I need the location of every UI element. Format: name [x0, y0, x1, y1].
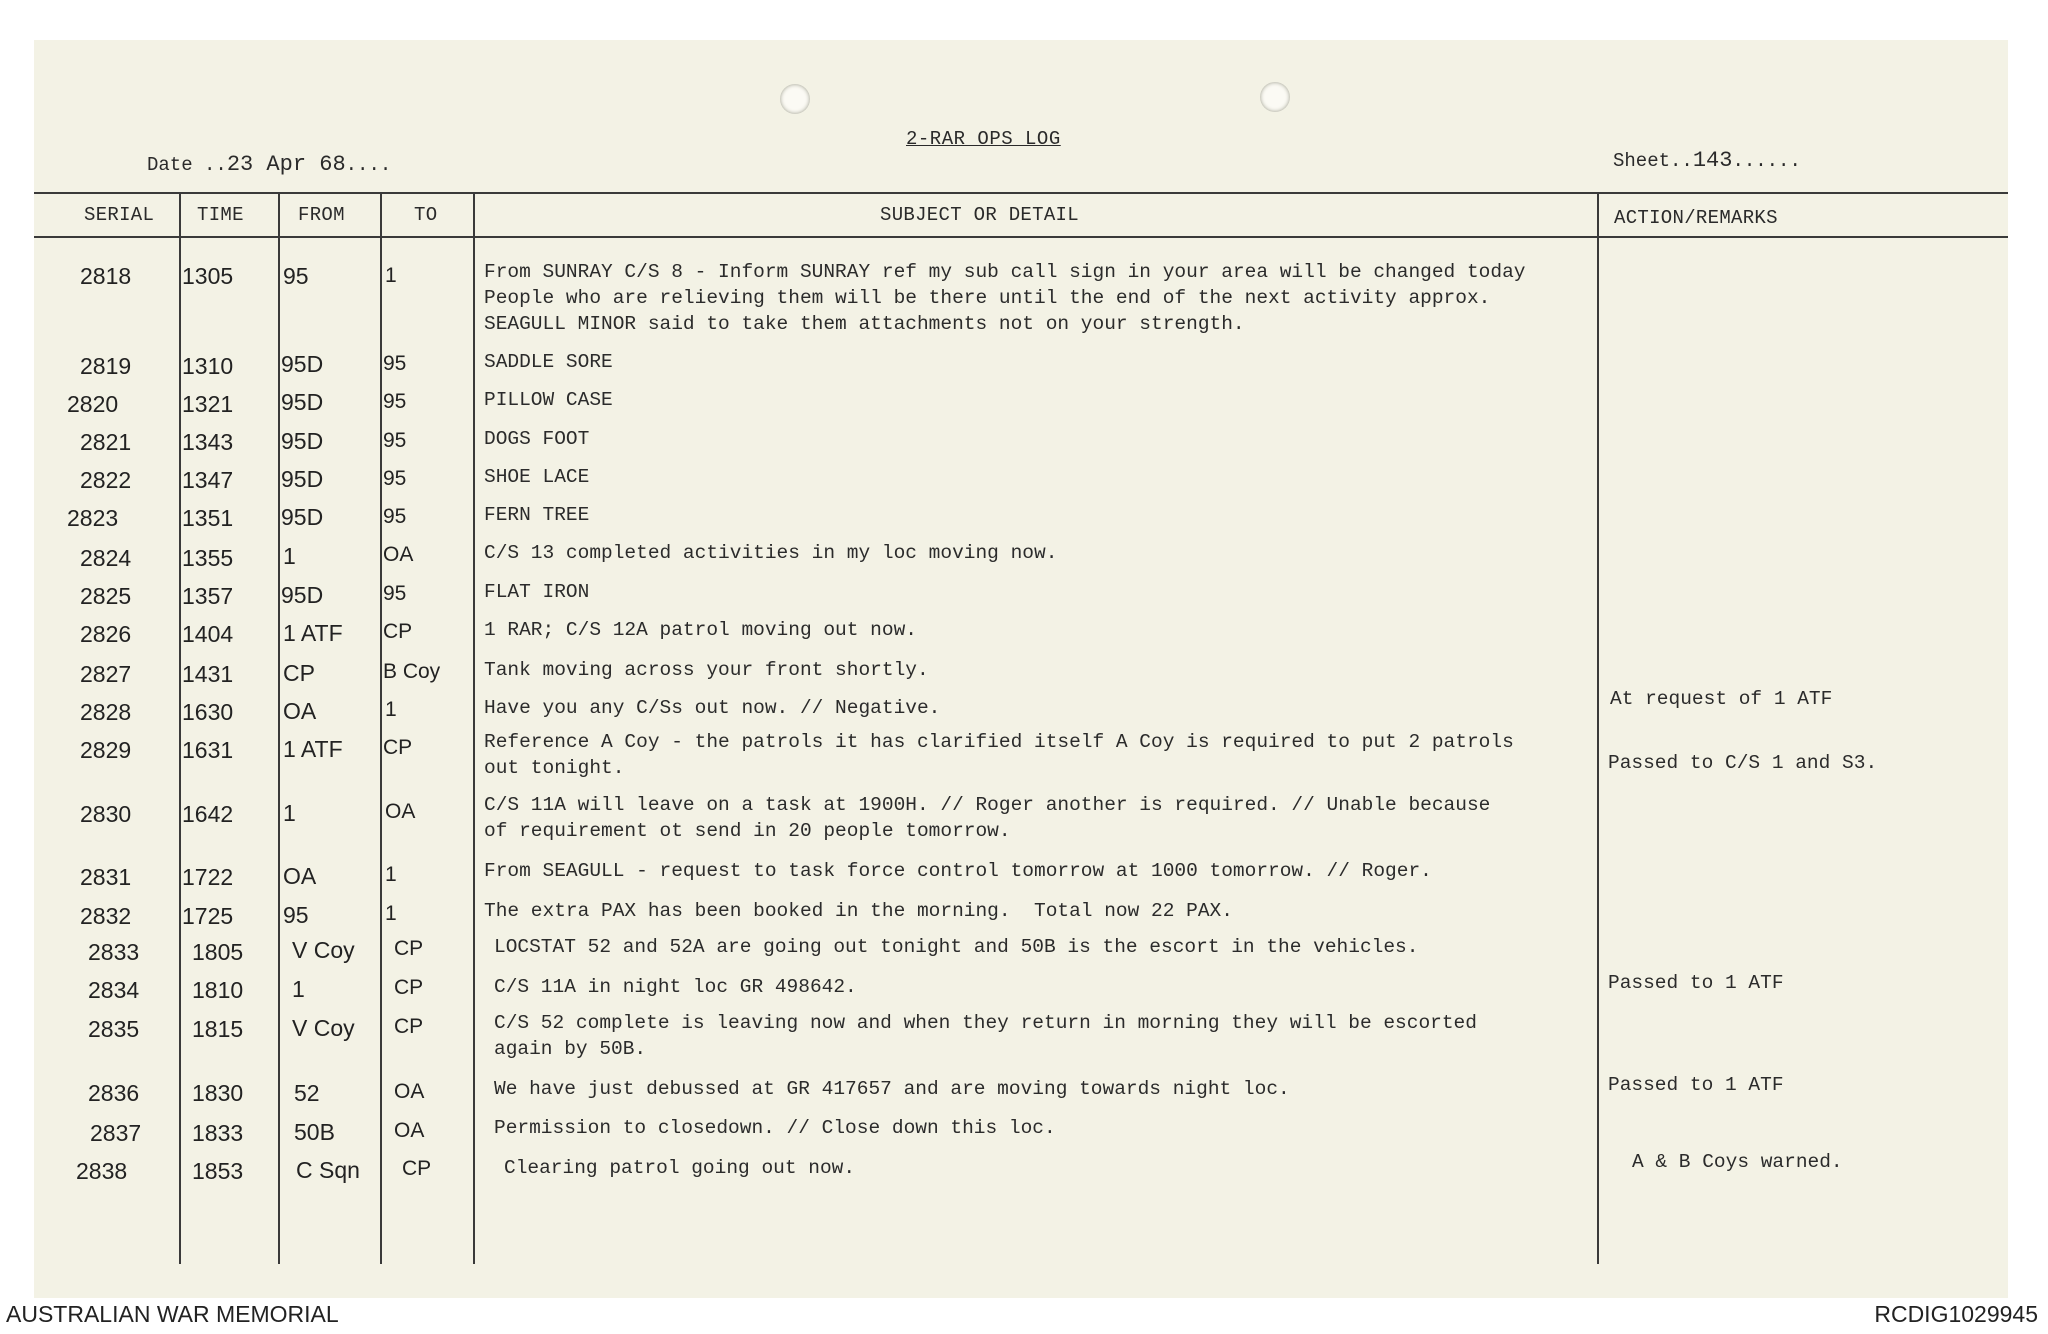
punch-hole-right	[1260, 82, 1290, 112]
serial-cell: 2832	[80, 903, 132, 929]
time-cell: 1833	[192, 1120, 244, 1146]
column-divider	[278, 192, 280, 1264]
from-cell: OA	[283, 863, 317, 889]
time-cell: 1853	[192, 1158, 244, 1184]
column-divider	[473, 192, 475, 1264]
punch-hole-left	[780, 84, 810, 114]
to-cell: OA	[394, 1119, 425, 1142]
subject-cell: SHOE LACE	[484, 466, 590, 488]
to-cell: 1	[385, 698, 397, 721]
serial-cell: 2835	[88, 1016, 140, 1042]
time-cell: 1631	[182, 737, 234, 763]
header-time: TIME	[197, 204, 244, 226]
serial-cell: 2822	[80, 467, 132, 493]
to-cell: 1	[385, 264, 397, 287]
remarks-cell: Passed to C/S 1 and S3.	[1608, 752, 1878, 774]
subject-cell: PILLOW CASE	[484, 389, 613, 411]
from-cell: C Sqn	[296, 1157, 360, 1183]
subject-cell: LOCSTAT 52 and 52A are going out tonight and 50B is the escort in the vehicles.	[494, 936, 1419, 958]
subject-cell: Reference A Coy - the patrols it has clarified itself A Coy is required to put 2 patrols out tonight.	[484, 731, 1514, 779]
time-cell: 1815	[192, 1016, 244, 1042]
serial-cell: 2827	[80, 661, 132, 687]
to-cell: 95	[383, 390, 407, 413]
time-cell: 1722	[182, 864, 234, 890]
time-cell: 1810	[192, 977, 244, 1003]
from-cell: 95D	[281, 351, 324, 377]
from-cell: 52	[294, 1080, 320, 1106]
archive-credit: AUSTRALIAN WAR MEMORIAL	[6, 1301, 339, 1327]
time-cell: 1431	[182, 661, 234, 687]
serial-cell: 2820	[67, 391, 119, 417]
remarks-cell: Passed to 1 ATF	[1608, 1074, 1784, 1096]
subject-cell: C/S 52 complete is leaving now and when they return in morning they will be escorted again by 50B.	[494, 1012, 1477, 1060]
subject-cell: Tank moving across your front shortly.	[484, 659, 929, 681]
date-label: Date ..	[147, 154, 227, 176]
time-cell: 1347	[182, 467, 234, 493]
time-cell: 1310	[182, 353, 234, 379]
subject-cell: Permission to closedown. // Close down this loc.	[494, 1117, 1056, 1139]
subject-cell: From SEAGULL - request to task force control tomorrow at 1000 tomorrow. // Roger.	[484, 860, 1432, 882]
date-value: 23 Apr 68	[226, 152, 346, 177]
to-cell: 95	[383, 582, 407, 605]
serial-cell: 2828	[80, 699, 132, 725]
sheet-dots: ......	[1732, 150, 1801, 172]
header-to: TO	[414, 204, 438, 226]
from-cell: 50B	[294, 1119, 335, 1145]
from-cell: OA	[283, 698, 317, 724]
subject-cell: C/S 13 completed activities in my loc moving now.	[484, 542, 1058, 564]
remarks-cell: At request of 1 ATF	[1610, 688, 1833, 710]
from-cell: V Coy	[292, 937, 355, 963]
subject-cell: DOGS FOOT	[484, 428, 590, 450]
time-cell: 1343	[182, 429, 234, 455]
from-cell: 95D	[281, 428, 324, 454]
sheet-value: 143	[1692, 148, 1733, 173]
remarks-cell: Passed to 1 ATF	[1608, 972, 1784, 994]
column-divider	[380, 192, 382, 1264]
time-cell: 1642	[182, 801, 234, 827]
time-cell: 1351	[182, 505, 234, 531]
to-cell: 95	[383, 467, 407, 490]
serial-cell: 2829	[80, 737, 132, 763]
to-cell: 95	[383, 352, 407, 375]
sheet-number	[1613, 148, 1801, 173]
time-cell: 1630	[182, 699, 234, 725]
to-cell: OA	[383, 543, 414, 566]
subject-cell: 1 RAR; C/S 12A patrol moving out now.	[484, 619, 917, 641]
to-cell: OA	[385, 800, 416, 823]
subject-cell: SADDLE SORE	[484, 351, 613, 373]
from-cell: 95D	[281, 466, 324, 492]
serial-cell: 2821	[80, 429, 132, 455]
serial-cell: 2819	[80, 353, 132, 379]
from-cell: 95	[283, 263, 309, 289]
serial-cell: 2830	[80, 801, 132, 827]
serial-cell: 2838	[76, 1158, 128, 1184]
from-cell: CP	[283, 660, 315, 686]
archive-id: RCDIG1029945	[1874, 1301, 2038, 1327]
to-cell: CP	[383, 620, 413, 643]
remarks-cell: A & B Coys warned.	[1632, 1151, 1843, 1173]
to-cell: CP	[394, 1015, 424, 1038]
log-date	[147, 152, 391, 177]
header-action: ACTION/REMARKS	[1614, 207, 1778, 229]
column-divider	[179, 192, 181, 1264]
to-cell: CP	[383, 736, 413, 759]
column-divider	[1597, 192, 1599, 1264]
time-cell: 1830	[192, 1080, 244, 1106]
serial-cell: 2831	[80, 864, 132, 890]
subject-cell: Have you any C/Ss out now. // Negative.	[484, 697, 941, 719]
time-cell: 1725	[182, 903, 234, 929]
subject-cell: C/S 11A in night loc GR 498642.	[494, 976, 857, 998]
serial-cell: 2824	[80, 545, 132, 571]
serial-cell: 2818	[80, 263, 132, 289]
serial-cell: 2833	[88, 939, 140, 965]
from-cell: 95D	[281, 504, 324, 530]
from-cell: 95	[283, 902, 309, 928]
to-cell: CP	[402, 1157, 432, 1180]
subject-cell: We have just debussed at GR 417657 and are moving towards night loc.	[494, 1078, 1290, 1100]
from-cell: 1 ATF	[283, 620, 343, 646]
from-cell: 1 ATF	[283, 736, 343, 762]
serial-cell: 2834	[88, 977, 140, 1003]
to-cell: B Coy	[383, 660, 441, 683]
time-cell: 1805	[192, 939, 244, 965]
serial-cell: 2825	[80, 583, 132, 609]
serial-cell: 2836	[88, 1080, 140, 1106]
header-from: FROM	[298, 204, 345, 226]
to-cell: CP	[394, 976, 424, 999]
header-serial: SERIAL	[84, 204, 155, 226]
to-cell: 1	[385, 902, 397, 925]
table-header-rule	[34, 236, 2008, 238]
from-cell: 95D	[281, 389, 324, 415]
to-cell: CP	[394, 937, 424, 960]
serial-cell: 2826	[80, 621, 132, 647]
subject-cell: FERN TREE	[484, 504, 590, 526]
subject-cell: C/S 11A will leave on a task at 1900H. // Roger another is required. // Unable because of requirement ot send in 20 people tomorrow.	[484, 794, 1491, 842]
to-cell: 95	[383, 429, 407, 452]
from-cell: 1	[283, 543, 296, 569]
to-cell: 1	[385, 863, 397, 886]
from-cell: 1	[283, 800, 296, 826]
time-cell: 1355	[182, 545, 234, 571]
from-cell: 95D	[281, 582, 324, 608]
subject-cell: FLAT IRON	[484, 581, 590, 603]
subject-cell: Clearing patrol going out now.	[504, 1157, 856, 1179]
from-cell: 1	[292, 976, 305, 1002]
to-cell: OA	[394, 1080, 425, 1103]
to-cell: 95	[383, 505, 407, 528]
from-cell: V Coy	[292, 1015, 355, 1041]
serial-cell: 2823	[67, 505, 119, 531]
log-title: 2-RAR OPS LOG	[906, 128, 1061, 150]
sheet-label: Sheet..	[1613, 150, 1693, 172]
subject-cell: From SUNRAY C/S 8 - Inform SUNRAY ref my sub call sign in your area will be changed today People who are relieving them will be there until the end of the next activity approx. SEAGULL MINOR said to take them attachments not on your strength.	[484, 261, 1526, 335]
time-cell: 1357	[182, 583, 234, 609]
date-dots: ....	[345, 154, 392, 176]
time-cell: 1321	[182, 391, 234, 417]
header-subject: SUBJECT OR DETAIL	[880, 204, 1079, 226]
table-top-rule	[34, 192, 2008, 194]
subject-cell: The extra PAX has been booked in the morning. Total now 22 PAX.	[484, 900, 1233, 922]
time-cell: 1404	[182, 621, 234, 647]
serial-cell: 2837	[90, 1120, 142, 1146]
time-cell: 1305	[182, 263, 234, 289]
